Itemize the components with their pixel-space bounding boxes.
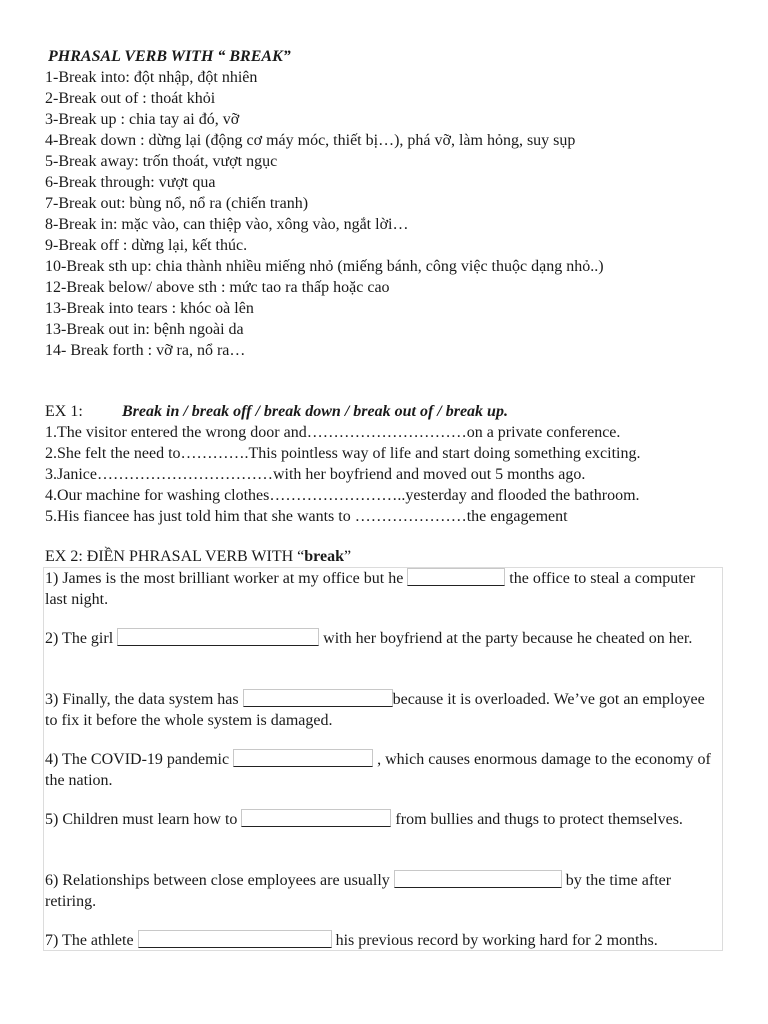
question-text: 5) Children must learn how to: [45, 811, 242, 828]
question-text: because it is overloaded. We’ve got an employee to fix it before the whole system is damaged.: [45, 691, 705, 729]
question-text: by the time after retiring.: [45, 872, 672, 910]
list-item: 8-Break in: mặc vào, can thiệp vào, xông vào, ngắt lời…: [45, 216, 409, 233]
exercise-1-heading: [45, 401, 508, 422]
list-item: 4-Break down : dừng lại (động cơ máy móc, thiết bị…), phá vỡ, làm hỏng, suy sụp: [45, 132, 576, 149]
question-text: 2) The girl: [45, 630, 118, 647]
list-item: 14- Break forth : vỡ ra, nổ ra…: [45, 342, 246, 359]
question-7: [45, 930, 721, 951]
exercise-item: 2.She felt the need to………….This pointless way of life and start doing something exciting.: [45, 445, 641, 462]
list-item: 1-Break into: đột nhập, đột nhiên: [45, 69, 258, 86]
question-text: 1) James is the most brilliant worker at my office but he: [45, 570, 408, 587]
question-text: , which causes enormous damage to the economy of the nation.: [45, 751, 711, 789]
question-3: [45, 689, 721, 731]
answer-blank[interactable]: [233, 749, 373, 767]
exercise-2-heading-keyword: break: [304, 548, 344, 565]
question-4: [45, 749, 721, 791]
list-item: 13-Break out in: bệnh ngoài da: [45, 321, 244, 338]
exercise-item: 5.His fiancee has just told him that she wants to …………………the engagement: [45, 508, 568, 525]
exercise-1-items: [45, 422, 640, 527]
question-text: 6) Relationships between close employees are usually: [45, 872, 394, 889]
question-text: 4) The COVID-19 pandemic: [45, 751, 234, 768]
exercise-item: 3.Janice……………………………with her boyfriend and moved out 5 months ago.: [45, 466, 586, 483]
list-item: 13-Break into tears : khóc oà lên: [45, 300, 254, 317]
exercise-2-heading-prefix: EX 2: ĐIỀN PHRASAL VERB WITH “: [45, 548, 305, 565]
question-text: from bullies and thugs to protect themselves.: [391, 811, 683, 828]
list-item: 5-Break away: trốn thoát, vượt ngục: [45, 153, 278, 170]
page-title: PHRASAL VERB WITH “ BREAK”: [48, 48, 291, 65]
exercise-item: 4.Our machine for washing clothes……………………..yesterday and flooded the bathroom.: [45, 487, 640, 504]
question-text: his previous record by working hard for 2 months.: [331, 932, 658, 949]
answer-blank[interactable]: [243, 689, 393, 707]
list-item: 7-Break out: bùng nổ, nổ ra (chiến tranh): [45, 195, 309, 212]
exercise-2-heading-suffix: ”: [343, 548, 352, 565]
list-item: 9-Break off : dừng lại, kết thúc.: [45, 237, 248, 254]
phrasal-verb-list: [45, 67, 604, 361]
question-1: [45, 568, 721, 610]
answer-blank[interactable]: [138, 930, 332, 948]
answer-blank[interactable]: [394, 870, 562, 888]
exercise-1-options: Break in / break off / break down / break out of / break up.: [122, 403, 508, 420]
list-item: 2-Break out of : thoát khỏi: [45, 90, 216, 107]
list-item: 6-Break through: vượt qua: [45, 174, 216, 191]
question-text: the office to steal a computer last night.: [45, 570, 696, 608]
question-text: with her boyfriend at the party because he cheated on her.: [319, 630, 693, 647]
exercise-2-heading: [45, 546, 351, 567]
list-item: 3-Break up : chia tay ai đó, vỡ: [45, 111, 240, 128]
question-6: [45, 870, 721, 912]
answer-blank[interactable]: [407, 568, 505, 586]
answer-blank[interactable]: [117, 628, 319, 646]
question-2: [45, 628, 721, 649]
list-item: 10-Break sth up: chia thành nhiều miếng nhỏ (miếng bánh, công việc thuộc dạng nhỏ..): [45, 258, 604, 275]
question-text: 7) The athlete: [45, 932, 138, 949]
exercise-1-label: EX 1:: [45, 403, 83, 420]
question-5: [45, 809, 721, 830]
answer-blank[interactable]: [241, 809, 391, 827]
exercise-item: 1.The visitor entered the wrong door and…………………………on a private conference.: [45, 424, 621, 441]
question-text: 3) Finally, the data system has: [45, 691, 243, 708]
list-item: 12-Break below/ above sth : mức tao ra thấp hoặc cao: [45, 279, 390, 296]
